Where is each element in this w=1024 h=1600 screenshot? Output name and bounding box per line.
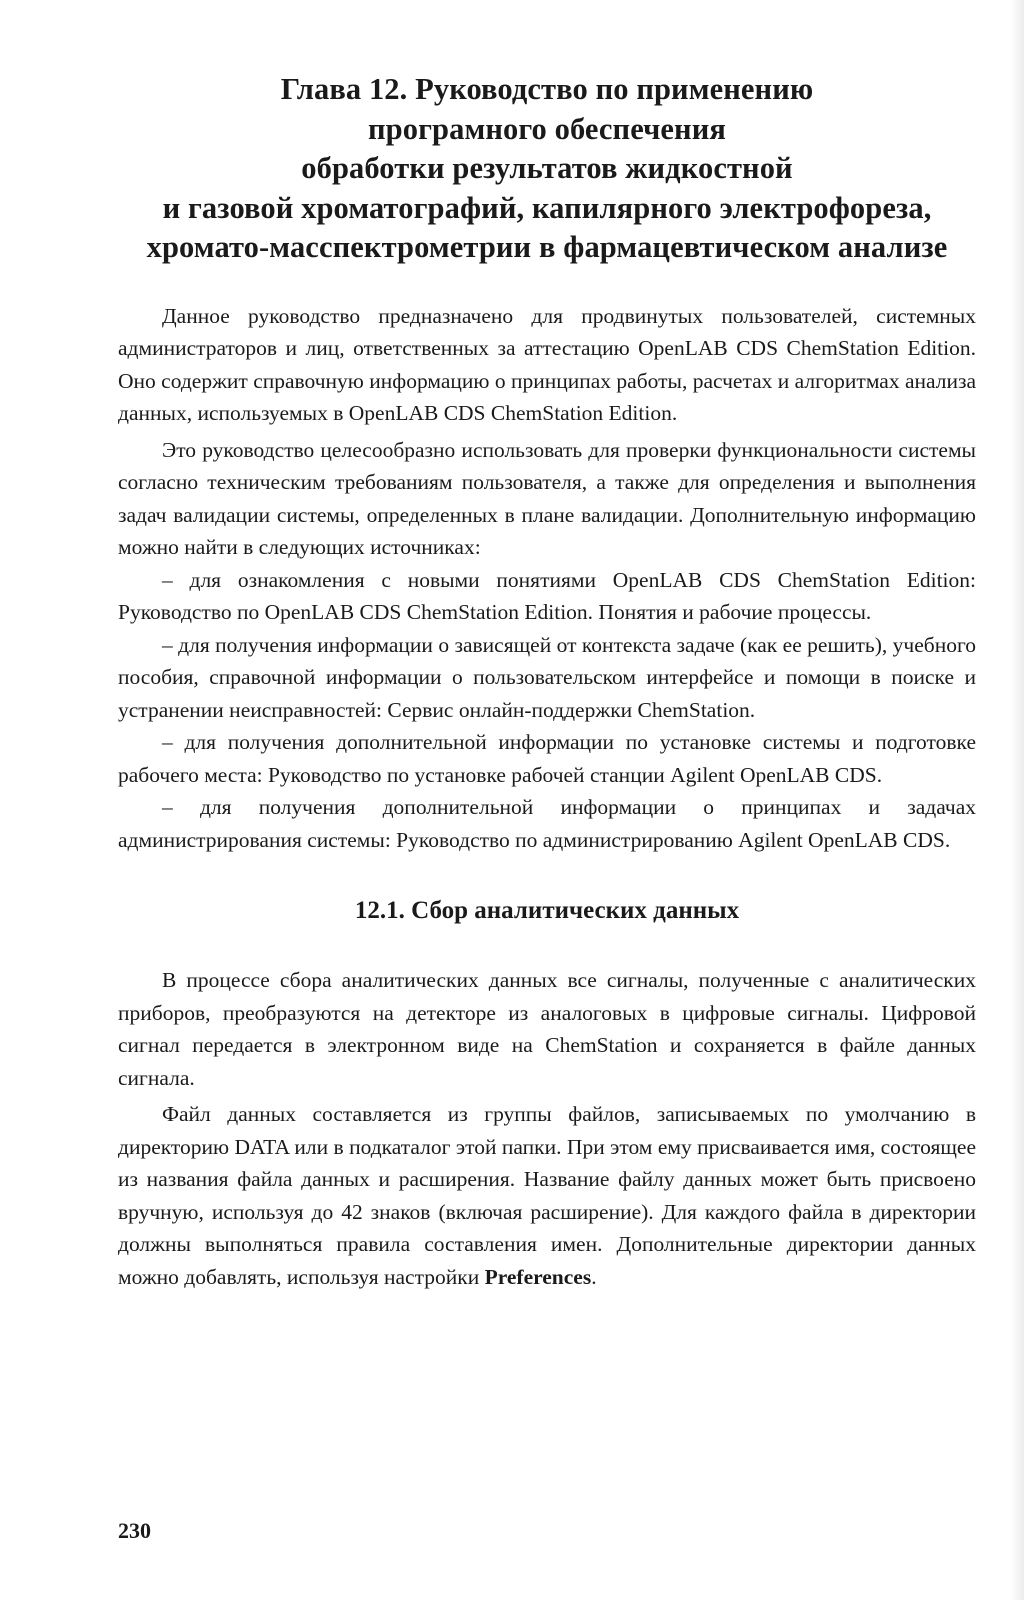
section-paragraph-2-end: . bbox=[591, 1264, 597, 1289]
section-title: 12.1. Сбор аналитических данных bbox=[354, 897, 740, 924]
source-list-item: – для получения дополнительной информации по установке системы и подготовке рабочего места: Руководство по установке рабочей станции Agilent OpenLAB CDS. bbox=[118, 730, 976, 787]
page-number: 230 bbox=[118, 1518, 151, 1543]
source-list-item: – для получения дополнительной информации о принципах и задачах администрирования системы: Руководство по администрированию Agilent OpenLAB CDS. bbox=[118, 795, 976, 852]
chapter-title-line: и газовой хроматографий, капилярного электрофореза, bbox=[162, 190, 932, 225]
section-paragraph-2-text: Файл данных составляется из группы файлов, записываемых по умолчанию в директорию DATA или в подкаталог этой папки. При этом ему присваивается имя, состоящее из названия файла данных и расширения. Название файлу данных может быть присвоено вручную, используя до 42 знаков (включая расширение). Для каждого файла в директории должны выполняться правила составления имен. Дополнительные директории данных можно добавлять, используя настройки bbox=[118, 1102, 976, 1289]
chapter-title-line: Глава 12. Руководство по применению bbox=[280, 72, 814, 106]
intro-text bbox=[118, 300, 976, 857]
section-paragraph-1: В процессе сбора аналитических данных все сигналы, полученные с аналитических приборов, преобразуются на детекторе из аналоговых в цифровые сигналы. Цифровой сигнал передается в электронном виде на ChemStation и сохраняется в файле данных сигнала. bbox=[118, 968, 976, 1090]
chapter-title-line: хромато-масспектрометрии в фармацевтическом анализе bbox=[146, 230, 948, 264]
chapter-title-line: програмного обеспечения bbox=[368, 111, 726, 146]
intro-paragraph-2: Это руководство целесообразно использовать для проверки функциональности системы согласно техническим требованиям пользователя, а также для определения и выполнения задач валидации системы, определенных в плане валидации. Дополнительную информацию можно найти в следующих источниках: bbox=[118, 437, 976, 559]
section-text bbox=[118, 964, 976, 1293]
section-paragraph-2 bbox=[118, 1098, 976, 1293]
chapter-title bbox=[118, 70, 976, 268]
source-list-item: – для получения информации о зависящей от контекста задаче (как ее решить), учебного пособия, справочной информации о пользовательском интерфейсе и помощи в поиске и устранении неисправностей: Сервис онлайн-поддержки ChemStation. bbox=[118, 632, 976, 722]
intro-paragraph-1: Данное руководство предназначено для продвинутых пользователей, системных администраторов и лиц, ответственных за аттестацию OpenLAB CDS ChemStation Edition. Оно содержит справочную информацию о принципах работы, расчетах и алгоритмах анализа данных, используемых в OpenLAB CDS ChemStation Edition. bbox=[118, 303, 976, 425]
preferences-term: Preferences bbox=[484, 1264, 592, 1289]
chapter-title-line: обработки результатов жидкостной bbox=[301, 151, 793, 185]
source-list-item: – для ознакомления с новыми понятиями OpenLAB CDS ChemStation Edition: Руководство по OpenLAB CDS ChemStation Edition. Понятия и рабочие процессы. bbox=[118, 567, 976, 624]
page-content bbox=[118, 70, 976, 1293]
page-edge-shadow bbox=[1010, 0, 1024, 1600]
